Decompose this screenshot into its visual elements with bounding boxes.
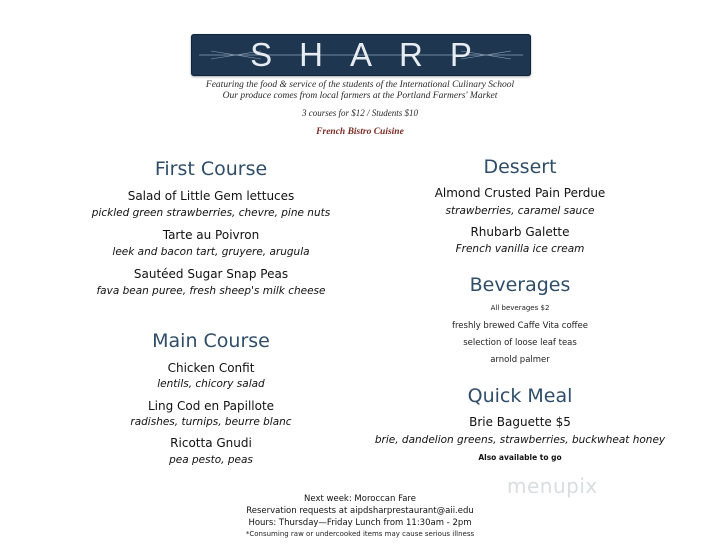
dessert-title: Dessert (483, 156, 557, 178)
left-column (86, 0, 336, 556)
dish-name: Salad of Little Gem lettuces (127, 189, 295, 203)
health-warning: *Consuming raw or undercooked items may cause serious illness (245, 530, 475, 538)
dish-description: radishes, turnips, beurre blanc (130, 416, 292, 428)
dish-description: pea pesto, peas (169, 454, 253, 466)
dish-name: Ricotta Gnudi (170, 436, 252, 450)
beverage-item: freshly brewed Caffe Vita coffee (451, 321, 588, 331)
dish-description: leek and bacon tart, gruyere, arugula (112, 246, 310, 258)
logo-wordmark: SHARP (250, 36, 499, 73)
dish-description: fava bean puree, fresh sheep's milk cheese (96, 285, 326, 297)
beverages-title: Beverages (469, 274, 571, 296)
quick-meal-title: Quick Meal (467, 385, 573, 407)
dish-description: strawberries, caramel sauce (445, 205, 595, 217)
reservation-info: Reservation requests at aipdsharprestaurant@aii.edu (246, 506, 474, 516)
beverage-item: selection of loose leaf teas (463, 338, 577, 348)
dish-name: Chicken Confit (167, 361, 255, 375)
tagline-school: Featuring the food & service of the students of the International Culinary School (205, 80, 515, 90)
dish-description: French vanilla ice cream (455, 243, 585, 255)
dish-name: Ling Cod en Papillote (147, 399, 275, 413)
cuisine-label: French Bistro Cuisine (316, 127, 404, 137)
beverages-price-note: All beverages $2 (490, 304, 550, 312)
course-price: 3 courses for $12 / Students $10 (302, 108, 418, 118)
dish-name: Tarte au Poivron (162, 228, 260, 242)
dish-description: pickled green strawberries, chevre, pine nuts (91, 207, 331, 219)
dish-name: Brie Baguette $5 (469, 415, 571, 429)
beverage-item: arnold palmer (490, 355, 550, 365)
dish-name: Rhubarb Galette (470, 225, 570, 239)
tagline-produce: Our produce comes from local farmers at the Portland Farmers' Market (222, 91, 498, 101)
hours-info: Hours: Thursday—Friday Lunch from 11:30am - 2pm (248, 518, 472, 528)
right-column (370, 0, 670, 556)
first-course-title: First Course (154, 158, 268, 180)
to-go-note: Also available to go (478, 453, 562, 462)
watermark: menupix (507, 474, 598, 498)
main-course-title: Main Course (152, 330, 270, 352)
dish-name: Almond Crusted Pain Perdue (434, 186, 606, 200)
dish-description: lentils, chicory salad (157, 378, 265, 390)
dish-name: Sautéed Sugar Snap Peas (133, 267, 289, 281)
dish-description: brie, dandelion greens, strawberries, buckwheat honey (374, 434, 666, 446)
next-week-note: Next week: Moroccan Fare (304, 494, 416, 504)
